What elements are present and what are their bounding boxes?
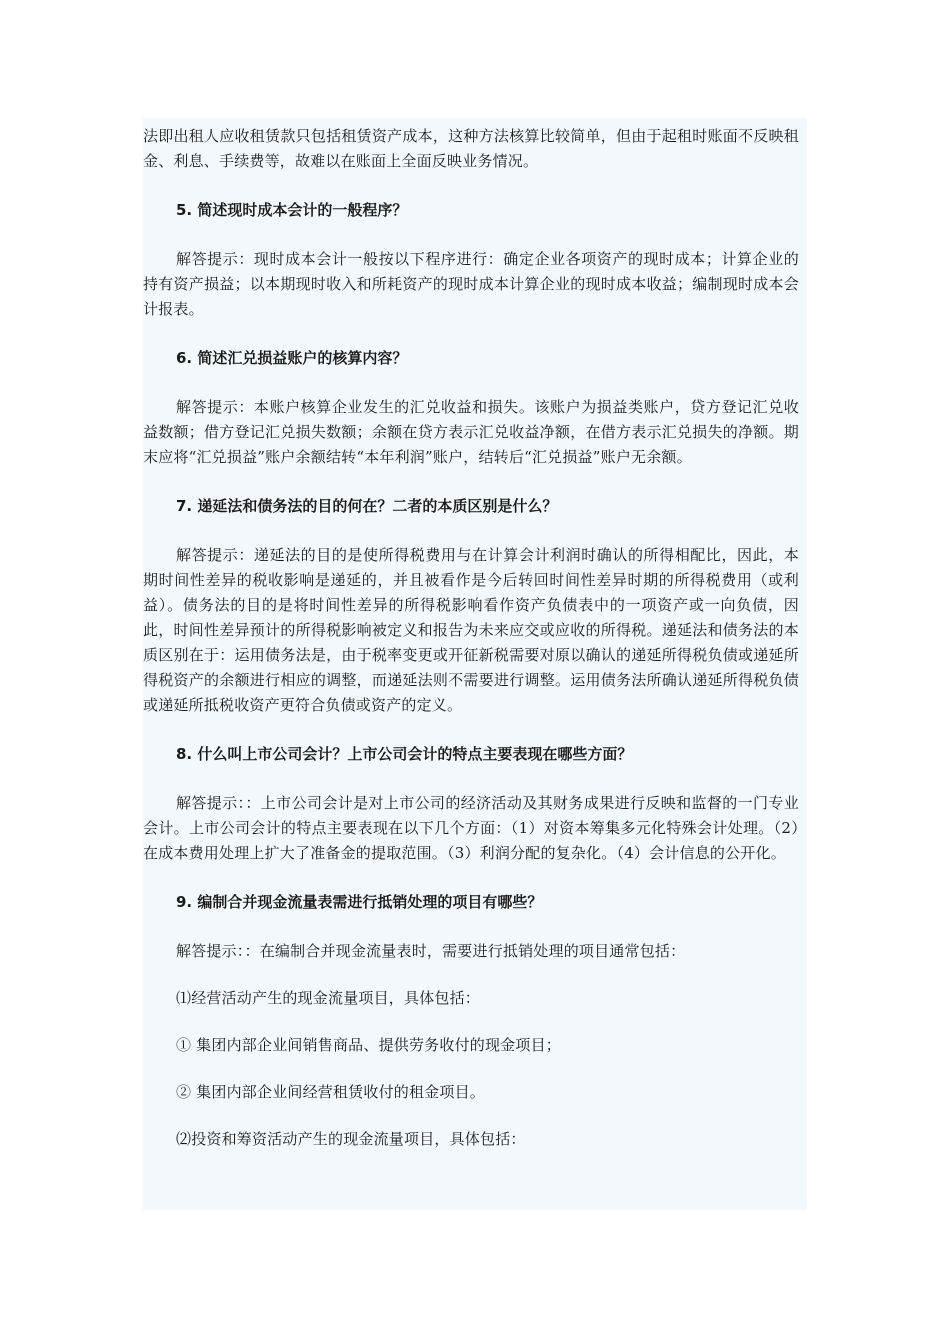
question-7-answer: 解答提示：递延法的目的是使所得税费用与在计算会计利润时确认的所得相配比，因此，本期时间性差异的税收影响是递延的，并且被看作是今后转回时间性差异时期的所得税费用（或利益）。债务法的目的是将时间性差异的所得税影响看作资产负债表中的一项资产或一向负债，因此，时间性差异预计的所得税影响被定义和报告为未来应交或应收的所得税。递延法和债务法的本质区别在于：运用债务法是，由于税率变更或开征新税需要对原以确认的递延所得税负债或递延所得税资产的余额进行相应的调整，而递延法则不需要进行调整。运用债务法所确认递延所得税负债或递延所抵税收资产更符合负债或资产的定义。	[143, 546, 799, 714]
question-8-heading: 8. 什么叫上市公司会计？上市公司会计的特点主要表现在哪些方面？	[176, 745, 633, 763]
lead-paragraph: 法即出租人应收租赁款只包括租赁资产成本，这种方法核算比较简单，但由于起租时账面不反映租金、利息、手续费等，故难以在账面上全面反映业务情况。	[143, 127, 799, 170]
list-item: ⑴经营活动产生的现金流量项目，具体包括：	[176, 989, 481, 1007]
question-8-answer: 解答提示：：上市公司会计是对上市公司的经济活动及其财务成果进行反映和监督的一门专业会计。上市公司会计的特点主要表现在以下几个方面：（1）对资本筹集多元化特殊会计处理。（2）在成本费用处理上扩大了准备金的提取范围。（3）利润分配的复杂化。（4）会计信息的公开化。	[143, 794, 799, 862]
question-6-answer: 解答提示：本账户核算企业发生的汇兑收益和损失。该账户为损益类账户，贷方登记汇兑收益数额；借方登记汇兑损失数额；余额在贷方表示汇兑收益净额，在借方表示汇兑损失的净额。期末应将“汇兑损益”账户余额结转“本年利润”账户，结转后“汇兑损益”账户无余额。	[143, 398, 799, 466]
question-9-heading: 9. 编制合并现金流量表需进行抵销处理的项目有哪些？	[176, 893, 543, 911]
list-item: ⑵投资和筹资活动产生的现金流量项目，具体包括：	[176, 1130, 526, 1148]
question-5-answer: 解答提示：现时成本会计一般按以下程序进行：确定企业各项资产的现时成本；计算企业的持有资产损益；以本期现时收入和所耗资产的现时成本计算企业的现时成本收益；编制现时成本会计报表。	[143, 250, 799, 318]
list-item: ① 集团内部企业间销售商品、提供劳务收付的现金项目；	[176, 1036, 561, 1054]
question-7-heading: 7. 递延法和债务法的目的何在？二者的本质区别是什么？	[176, 497, 558, 515]
document-body	[143, 124, 799, 1152]
question-6-heading: 6. 简述汇兑损益账户的核算内容？	[176, 349, 408, 367]
question-5-heading: 5. 简述现时成本会计的一般程序？	[176, 201, 408, 219]
list-item: ② 集团内部企业间经营租赁收付的租金项目。	[176, 1083, 485, 1101]
question-9-answer: 解答提示：：在编制合并现金流量表时，需要进行抵销处理的项目通常包括：	[176, 942, 686, 960]
